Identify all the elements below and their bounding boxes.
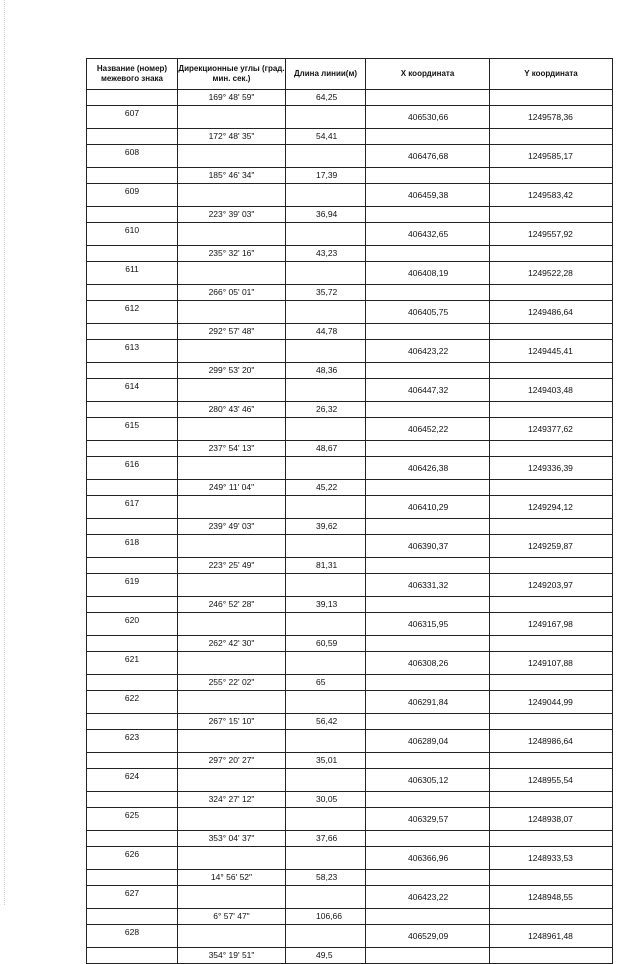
x-coordinate-cell: 406447,32 xyxy=(366,379,490,402)
line-length-cell: 106,66 xyxy=(286,909,366,925)
y-coordinate-cell: 1249167,98 xyxy=(490,613,613,636)
line-length-cell xyxy=(286,106,366,129)
x-coordinate-cell: 406305,12 xyxy=(366,769,490,792)
table-row xyxy=(87,168,613,184)
direction-angle-cell: 354° 19' 51" xyxy=(178,948,286,964)
marker-name-cell: 624 xyxy=(87,769,178,792)
table-row xyxy=(87,418,613,441)
line-length-cell: 81,31 xyxy=(286,558,366,574)
y-coordinate-cell xyxy=(490,207,613,223)
y-coordinate-cell: 1249336,39 xyxy=(490,457,613,480)
x-coordinate-cell: 406426,38 xyxy=(366,457,490,480)
line-length-cell: 39,62 xyxy=(286,519,366,535)
table-row xyxy=(87,925,613,948)
direction-angle-cell xyxy=(178,106,286,129)
direction-angle-cell: 6° 57' 47" xyxy=(178,909,286,925)
marker-name-cell: 627 xyxy=(87,886,178,909)
y-coordinate-cell xyxy=(490,675,613,691)
table-row xyxy=(87,597,613,613)
header-direction-angle: Дирекционные углы (град. мин. сек.) xyxy=(178,59,286,90)
line-length-cell: 36,94 xyxy=(286,207,366,223)
x-coordinate-cell xyxy=(366,129,490,145)
line-length-cell: 30,05 xyxy=(286,792,366,808)
table-row xyxy=(87,792,613,808)
line-length-cell: 17,39 xyxy=(286,168,366,184)
marker-name-cell xyxy=(87,441,178,457)
y-coordinate-cell: 1249486,64 xyxy=(490,301,613,324)
table-row xyxy=(87,145,613,168)
y-coordinate-cell xyxy=(490,714,613,730)
header-marker-name: Название (номер) межевого знака xyxy=(87,59,178,90)
direction-angle-cell xyxy=(178,613,286,636)
line-length-cell: 39,13 xyxy=(286,597,366,613)
marker-name-cell: 620 xyxy=(87,613,178,636)
table-row xyxy=(87,574,613,597)
y-coordinate-cell xyxy=(490,909,613,925)
line-length-cell: 58,23 xyxy=(286,870,366,886)
x-coordinate-cell: 406410,29 xyxy=(366,496,490,519)
y-coordinate-cell xyxy=(490,870,613,886)
marker-name-cell: 618 xyxy=(87,535,178,558)
direction-angle-cell xyxy=(178,847,286,870)
header-y-coordinate: Y координата xyxy=(490,59,613,90)
x-coordinate-cell xyxy=(366,948,490,964)
direction-angle-cell: 266° 05' 01" xyxy=(178,285,286,301)
direction-angle-cell: 353° 04' 37" xyxy=(178,831,286,847)
x-coordinate-cell: 406390,37 xyxy=(366,535,490,558)
table-row xyxy=(87,106,613,129)
table-body xyxy=(87,90,613,964)
marker-name-cell: 622 xyxy=(87,691,178,714)
x-coordinate-cell xyxy=(366,636,490,652)
direction-angle-cell: 169° 48' 59" xyxy=(178,90,286,106)
x-coordinate-cell xyxy=(366,870,490,886)
y-coordinate-cell xyxy=(490,558,613,574)
line-length-cell xyxy=(286,652,366,675)
x-coordinate-cell xyxy=(366,519,490,535)
direction-angle-cell xyxy=(178,184,286,207)
marker-name-cell: 607 xyxy=(87,106,178,129)
x-coordinate-cell xyxy=(366,363,490,379)
direction-angle-cell xyxy=(178,418,286,441)
x-coordinate-cell: 406423,22 xyxy=(366,340,490,363)
y-coordinate-cell: 1249445,41 xyxy=(490,340,613,363)
line-length-cell xyxy=(286,769,366,792)
table-row xyxy=(87,363,613,379)
table-row xyxy=(87,480,613,496)
marker-name-cell: 623 xyxy=(87,730,178,753)
marker-name-cell: 628 xyxy=(87,925,178,948)
x-coordinate-cell: 406476,68 xyxy=(366,145,490,168)
scan-edge-dots xyxy=(4,0,6,905)
boundary-coordinates-table xyxy=(86,58,613,964)
table-row xyxy=(87,129,613,145)
x-coordinate-cell xyxy=(366,441,490,457)
y-coordinate-cell xyxy=(490,285,613,301)
marker-name-cell xyxy=(87,246,178,262)
direction-angle-cell: 237° 54' 13" xyxy=(178,441,286,457)
header-line-length: Длина линии(м) xyxy=(286,59,366,90)
direction-angle-cell: 255° 22' 02" xyxy=(178,675,286,691)
table-row xyxy=(87,808,613,831)
direction-angle-cell: 280° 43' 46" xyxy=(178,402,286,418)
table-row xyxy=(87,496,613,519)
line-length-cell: 37,66 xyxy=(286,831,366,847)
direction-angle-cell xyxy=(178,262,286,285)
marker-name-cell: 626 xyxy=(87,847,178,870)
x-coordinate-cell xyxy=(366,207,490,223)
y-coordinate-cell xyxy=(490,246,613,262)
marker-name-cell xyxy=(87,714,178,730)
direction-angle-cell: 324° 27' 12" xyxy=(178,792,286,808)
direction-angle-cell: 223° 39' 03" xyxy=(178,207,286,223)
marker-name-cell xyxy=(87,831,178,847)
y-coordinate-cell xyxy=(490,519,613,535)
y-coordinate-cell: 1248955,54 xyxy=(490,769,613,792)
direction-angle-cell: 235° 32' 16" xyxy=(178,246,286,262)
marker-name-cell xyxy=(87,675,178,691)
table-row xyxy=(87,886,613,909)
x-coordinate-cell xyxy=(366,792,490,808)
line-length-cell: 60,59 xyxy=(286,636,366,652)
marker-name-cell xyxy=(87,285,178,301)
line-length-cell: 26,32 xyxy=(286,402,366,418)
line-length-cell xyxy=(286,847,366,870)
table-row xyxy=(87,753,613,769)
y-coordinate-cell: 1248986,64 xyxy=(490,730,613,753)
marker-name-cell: 615 xyxy=(87,418,178,441)
x-coordinate-cell: 406331,32 xyxy=(366,574,490,597)
y-coordinate-cell: 1249557,92 xyxy=(490,223,613,246)
y-coordinate-cell: 1249522,28 xyxy=(490,262,613,285)
marker-name-cell: 619 xyxy=(87,574,178,597)
marker-name-cell: 610 xyxy=(87,223,178,246)
table-row xyxy=(87,301,613,324)
table-row xyxy=(87,207,613,223)
y-coordinate-cell xyxy=(490,363,613,379)
marker-name-cell: 617 xyxy=(87,496,178,519)
marker-name-cell xyxy=(87,168,178,184)
y-coordinate-cell xyxy=(490,753,613,769)
x-coordinate-cell: 406432,65 xyxy=(366,223,490,246)
direction-angle-cell: 223° 25' 49" xyxy=(178,558,286,574)
direction-angle-cell xyxy=(178,925,286,948)
y-coordinate-cell xyxy=(490,129,613,145)
x-coordinate-cell: 406308,26 xyxy=(366,652,490,675)
line-length-cell xyxy=(286,808,366,831)
line-length-cell xyxy=(286,223,366,246)
direction-angle-cell: 267° 15' 10" xyxy=(178,714,286,730)
table-row xyxy=(87,441,613,457)
line-length-cell: 48,67 xyxy=(286,441,366,457)
line-length-cell xyxy=(286,418,366,441)
direction-angle-cell xyxy=(178,145,286,168)
table-row xyxy=(87,457,613,480)
direction-angle-cell xyxy=(178,769,286,792)
direction-angle-cell xyxy=(178,730,286,753)
y-coordinate-cell: 1249578,36 xyxy=(490,106,613,129)
table-row xyxy=(87,691,613,714)
x-coordinate-cell: 406459,38 xyxy=(366,184,490,207)
line-length-cell xyxy=(286,457,366,480)
marker-name-cell xyxy=(87,909,178,925)
table-row xyxy=(87,519,613,535)
line-length-cell: 45,22 xyxy=(286,480,366,496)
marker-name-cell: 621 xyxy=(87,652,178,675)
marker-name-cell xyxy=(87,636,178,652)
y-coordinate-cell xyxy=(490,90,613,106)
y-coordinate-cell: 1249044,99 xyxy=(490,691,613,714)
line-length-cell: 49,5 xyxy=(286,948,366,964)
table-row xyxy=(87,246,613,262)
marker-name-cell: 608 xyxy=(87,145,178,168)
line-length-cell xyxy=(286,379,366,402)
table-row xyxy=(87,714,613,730)
y-coordinate-cell: 1249585,17 xyxy=(490,145,613,168)
y-coordinate-cell xyxy=(490,597,613,613)
line-length-cell xyxy=(286,613,366,636)
y-coordinate-cell xyxy=(490,480,613,496)
direction-angle-cell: 172° 48' 35" xyxy=(178,129,286,145)
x-coordinate-cell xyxy=(366,90,490,106)
x-coordinate-cell: 406329,57 xyxy=(366,808,490,831)
marker-name-cell: 625 xyxy=(87,808,178,831)
table-row xyxy=(87,948,613,964)
y-coordinate-cell xyxy=(490,792,613,808)
line-length-cell xyxy=(286,262,366,285)
y-coordinate-cell: 1249294,12 xyxy=(490,496,613,519)
table-row xyxy=(87,652,613,675)
line-length-cell xyxy=(286,535,366,558)
marker-name-cell xyxy=(87,363,178,379)
x-coordinate-cell: 406529,09 xyxy=(366,925,490,948)
x-coordinate-cell xyxy=(366,246,490,262)
x-coordinate-cell: 406408,19 xyxy=(366,262,490,285)
y-coordinate-cell: 1249583,42 xyxy=(490,184,613,207)
line-length-cell: 65 xyxy=(286,675,366,691)
direction-angle-cell xyxy=(178,301,286,324)
direction-angle-cell xyxy=(178,223,286,246)
direction-angle-cell: 14° 56' 52" xyxy=(178,870,286,886)
table-row xyxy=(87,379,613,402)
table-row xyxy=(87,90,613,106)
y-coordinate-cell: 1248948,55 xyxy=(490,886,613,909)
marker-name-cell: 611 xyxy=(87,262,178,285)
line-length-cell: 35,72 xyxy=(286,285,366,301)
marker-name-cell xyxy=(87,792,178,808)
line-length-cell: 56,42 xyxy=(286,714,366,730)
marker-name-cell: 609 xyxy=(87,184,178,207)
line-length-cell: 35,01 xyxy=(286,753,366,769)
y-coordinate-cell xyxy=(490,948,613,964)
x-coordinate-cell: 406289,04 xyxy=(366,730,490,753)
table-row xyxy=(87,535,613,558)
y-coordinate-cell: 1249377,62 xyxy=(490,418,613,441)
y-coordinate-cell xyxy=(490,168,613,184)
x-coordinate-cell xyxy=(366,831,490,847)
line-length-cell xyxy=(286,574,366,597)
table-row xyxy=(87,870,613,886)
table-row xyxy=(87,223,613,246)
x-coordinate-cell xyxy=(366,753,490,769)
x-coordinate-cell: 406291,84 xyxy=(366,691,490,714)
direction-angle-cell: 185° 46' 34" xyxy=(178,168,286,184)
table-row xyxy=(87,340,613,363)
marker-name-cell: 612 xyxy=(87,301,178,324)
y-coordinate-cell xyxy=(490,324,613,340)
x-coordinate-cell xyxy=(366,675,490,691)
marker-name-cell xyxy=(87,90,178,106)
line-length-cell xyxy=(286,301,366,324)
y-coordinate-cell xyxy=(490,402,613,418)
table-row xyxy=(87,831,613,847)
table-row xyxy=(87,613,613,636)
x-coordinate-cell xyxy=(366,168,490,184)
y-coordinate-cell: 1249107,88 xyxy=(490,652,613,675)
table-row xyxy=(87,675,613,691)
line-length-cell: 64,25 xyxy=(286,90,366,106)
marker-name-cell: 614 xyxy=(87,379,178,402)
direction-angle-cell xyxy=(178,340,286,363)
marker-name-cell xyxy=(87,558,178,574)
line-length-cell xyxy=(286,691,366,714)
x-coordinate-cell: 406423,22 xyxy=(366,886,490,909)
x-coordinate-cell xyxy=(366,597,490,613)
line-length-cell xyxy=(286,886,366,909)
table-row xyxy=(87,909,613,925)
direction-angle-cell xyxy=(178,652,286,675)
x-coordinate-cell xyxy=(366,558,490,574)
marker-name-cell xyxy=(87,207,178,223)
line-length-cell: 54,41 xyxy=(286,129,366,145)
table-row xyxy=(87,636,613,652)
direction-angle-cell: 297° 20' 27" xyxy=(178,753,286,769)
marker-name-cell xyxy=(87,519,178,535)
direction-angle-cell: 249° 11' 04" xyxy=(178,480,286,496)
marker-name-cell xyxy=(87,753,178,769)
x-coordinate-cell: 406530,66 xyxy=(366,106,490,129)
direction-angle-cell xyxy=(178,574,286,597)
table-row xyxy=(87,402,613,418)
y-coordinate-cell: 1248961,48 xyxy=(490,925,613,948)
direction-angle-cell: 292° 57' 48" xyxy=(178,324,286,340)
x-coordinate-cell xyxy=(366,909,490,925)
table-row xyxy=(87,847,613,870)
header-x-coordinate: X координата xyxy=(366,59,490,90)
marker-name-cell xyxy=(87,480,178,496)
marker-name-cell: 613 xyxy=(87,340,178,363)
x-coordinate-cell: 406405,75 xyxy=(366,301,490,324)
marker-name-cell xyxy=(87,402,178,418)
line-length-cell: 48,36 xyxy=(286,363,366,379)
x-coordinate-cell xyxy=(366,402,490,418)
direction-angle-cell xyxy=(178,457,286,480)
direction-angle-cell xyxy=(178,535,286,558)
marker-name-cell xyxy=(87,597,178,613)
line-length-cell: 44,78 xyxy=(286,324,366,340)
table-row xyxy=(87,324,613,340)
table-row xyxy=(87,262,613,285)
x-coordinate-cell xyxy=(366,714,490,730)
y-coordinate-cell: 1249403,48 xyxy=(490,379,613,402)
direction-angle-cell xyxy=(178,886,286,909)
y-coordinate-cell xyxy=(490,636,613,652)
y-coordinate-cell: 1248938,07 xyxy=(490,808,613,831)
y-coordinate-cell: 1248933,53 xyxy=(490,847,613,870)
table-row xyxy=(87,184,613,207)
direction-angle-cell: 246° 52' 28" xyxy=(178,597,286,613)
line-length-cell xyxy=(286,145,366,168)
x-coordinate-cell: 406315,95 xyxy=(366,613,490,636)
direction-angle-cell xyxy=(178,808,286,831)
direction-angle-cell xyxy=(178,496,286,519)
line-length-cell xyxy=(286,730,366,753)
x-coordinate-cell xyxy=(366,324,490,340)
direction-angle-cell xyxy=(178,379,286,402)
direction-angle-cell: 239° 49' 03" xyxy=(178,519,286,535)
direction-angle-cell: 299° 53' 20" xyxy=(178,363,286,379)
line-length-cell: 43,23 xyxy=(286,246,366,262)
table-row xyxy=(87,730,613,753)
direction-angle-cell: 262° 42' 30" xyxy=(178,636,286,652)
x-coordinate-cell: 406452,22 xyxy=(366,418,490,441)
line-length-cell xyxy=(286,496,366,519)
marker-name-cell: 616 xyxy=(87,457,178,480)
line-length-cell xyxy=(286,340,366,363)
table-row xyxy=(87,558,613,574)
table-row xyxy=(87,769,613,792)
x-coordinate-cell xyxy=(366,285,490,301)
direction-angle-cell xyxy=(178,691,286,714)
line-length-cell xyxy=(286,184,366,207)
x-coordinate-cell: 406366,96 xyxy=(366,847,490,870)
marker-name-cell xyxy=(87,324,178,340)
marker-name-cell xyxy=(87,129,178,145)
y-coordinate-cell: 1249259,87 xyxy=(490,535,613,558)
table-row xyxy=(87,285,613,301)
y-coordinate-cell xyxy=(490,831,613,847)
y-coordinate-cell: 1249203,97 xyxy=(490,574,613,597)
y-coordinate-cell xyxy=(490,441,613,457)
marker-name-cell xyxy=(87,948,178,964)
table-header-row xyxy=(87,59,613,90)
line-length-cell xyxy=(286,925,366,948)
marker-name-cell xyxy=(87,870,178,886)
x-coordinate-cell xyxy=(366,480,490,496)
